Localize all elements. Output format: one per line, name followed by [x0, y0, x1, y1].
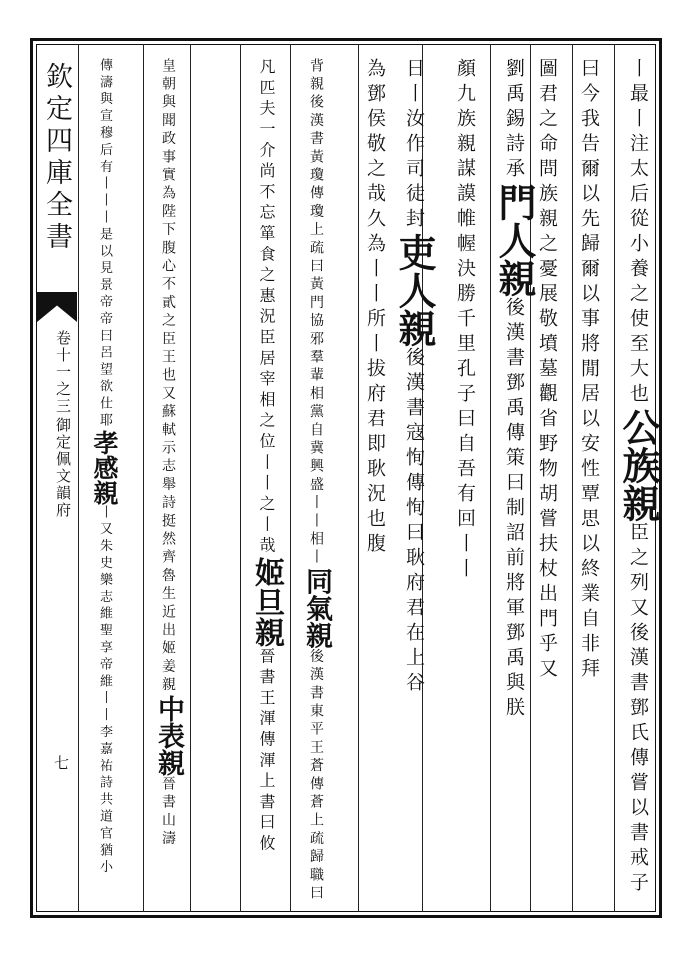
text-column: 傳濤與宣穆后有丨丨丨是以見景帝帝曰呂望欲仕耶孝感親丨又朱史樂志維聖享帝維丨丨李嘉祐詩共道官猶小: [90, 58, 119, 877]
text-column: 凡匹夫一介尚不忘箪食之惠況臣居宰相之位丨丨之丨哉姬旦親晉書王渾傳渾上書曰攸: [249, 58, 284, 856]
headword: 同氣親: [301, 567, 332, 649]
column-rule: [290, 44, 291, 912]
column-rule: [490, 44, 491, 912]
volume-subtitle-1: 卷十一之三: [54, 330, 72, 415]
column-rule: [190, 44, 191, 912]
volume-info: [38, 330, 74, 519]
headword: 孝感親: [90, 429, 119, 505]
headword: 門人親: [492, 183, 537, 297]
column-rule: [143, 44, 144, 912]
text-column: 為鄧侯敬之哉久為丨丨所丨拔府君即耿況也腹: [364, 58, 386, 558]
text-column: 曰今我告爾以先歸爾以事將閒居以安性覃思以終業自非拜: [578, 58, 600, 683]
column-rule: [78, 44, 79, 912]
text-column: 日丨汝作司徒封吏人親後漢書寇恂傳恂曰耿府君在上谷: [392, 58, 437, 697]
book-title: 欽定四庫全書: [41, 62, 72, 254]
text-column: 皇朝與聞政事實為陛下腹心不貳之臣王也又蘇軾示志舉詩挺然齊魯生近出姬姜親中表親晉書山濤: [153, 58, 184, 849]
text-column: 顏九族親謀謨帷幄決勝千里孔子曰自吾有回丨丨: [454, 58, 476, 583]
column-rule: [358, 44, 359, 912]
page-number: 七: [54, 754, 70, 772]
headword: 公族親: [616, 408, 661, 522]
volume-subtitle-0: 御定佩文韻府: [54, 417, 72, 519]
text-column: 圖君之命問族親之憂展敬墳墓觀省野物胡嘗扶杖出門乎又: [536, 58, 558, 683]
text-column: 丨最丨注太后從小養之使至大也公族親臣之列又後漢書鄧氏傳嘗以書戒子: [616, 58, 661, 897]
column-rule: [240, 44, 241, 912]
headword: 中表親: [153, 695, 184, 776]
text-column: 劉禹錫詩承門人親後漢書鄧禹傳策曰制詔前將軍鄧禹與朕: [492, 58, 537, 722]
column-rule: [572, 44, 573, 912]
column-rule: [614, 44, 615, 912]
page-border-inner: [36, 44, 661, 912]
text-column: 背親後漢書黃瓊傳瓊上疏曰黃門協邪羣輩相黨自冀興盛丨丨相丨同氣親後漢書東平王蒼傳蒼上疏歸職曰: [301, 58, 332, 904]
headword: 姬旦親: [249, 557, 284, 648]
headword: 吏人親: [392, 233, 437, 347]
